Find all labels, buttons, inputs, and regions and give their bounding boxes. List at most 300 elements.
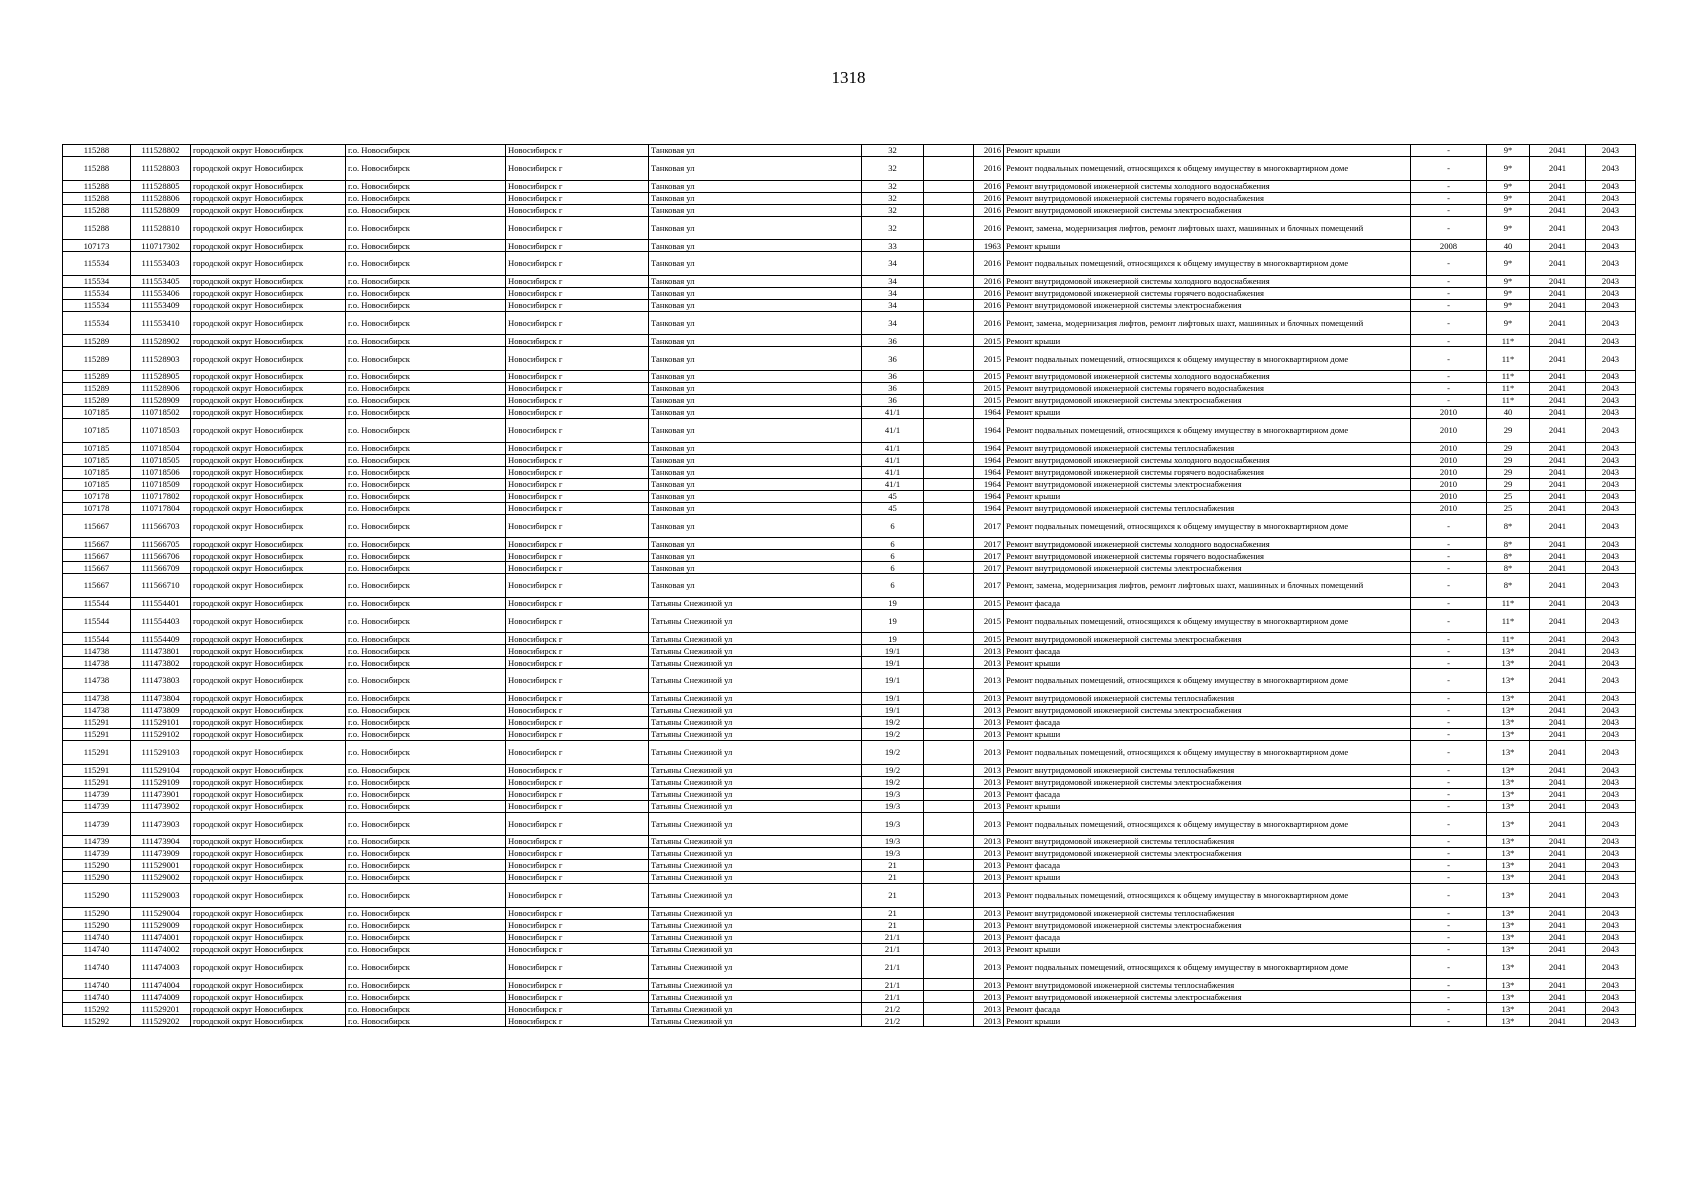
house-id-cell: 115290 [63, 872, 131, 884]
plan-end-cell: 2043 [1586, 252, 1636, 276]
city-cell: Новосибирск г [506, 609, 649, 633]
house-number-cell: 19/1 [862, 669, 924, 693]
street-cell: Татьяны Снежиной ул [649, 788, 862, 800]
plan-start-cell: 2041 [1530, 466, 1586, 478]
settlement-cell: г.о. Новосибирск [346, 562, 506, 574]
last-repair-year-cell: - [1411, 347, 1487, 371]
service-life-cell: 8* [1487, 514, 1530, 538]
city-cell: Новосибирск г [506, 406, 649, 418]
building-cell [924, 574, 974, 598]
record-id-cell: 110718506 [131, 466, 191, 478]
record-id-cell: 111529104 [131, 764, 191, 776]
city-cell: Новосибирск г [506, 382, 649, 394]
plan-end-cell: 2043 [1586, 848, 1636, 860]
municipality-cell: городской округ Новосибирск [191, 418, 346, 442]
plan-end-cell: 2043 [1586, 1015, 1636, 1027]
building-cell [924, 347, 974, 371]
service-life-cell: 40 [1487, 406, 1530, 418]
house-number-cell: 34 [862, 299, 924, 311]
settlement-cell: г.о. Новосибирск [346, 252, 506, 276]
house-number-cell: 19/1 [862, 645, 924, 657]
house-number-cell: 19/3 [862, 836, 924, 848]
house-id-cell: 114738 [63, 645, 131, 657]
plan-end-cell: 2043 [1586, 370, 1636, 382]
settlement-cell: г.о. Новосибирск [346, 633, 506, 645]
municipality-cell: городской округ Новосибирск [191, 192, 346, 204]
house-id-cell: 115291 [63, 740, 131, 764]
service-life-cell: 29 [1487, 478, 1530, 490]
plan-start-cell: 2041 [1530, 382, 1586, 394]
plan-end-cell: 2043 [1586, 550, 1636, 562]
service-life-cell: 13* [1487, 979, 1530, 991]
house-number-cell: 36 [862, 370, 924, 382]
record-id-cell: 111553410 [131, 311, 191, 335]
year-built-cell: 2016 [974, 275, 1004, 287]
plan-end-cell: 2043 [1586, 418, 1636, 442]
municipality-cell: городской округ Новосибирск [191, 919, 346, 931]
street-cell: Татьяны Снежиной ул [649, 848, 862, 860]
municipality-cell: городской округ Новосибирск [191, 645, 346, 657]
city-cell: Новосибирск г [506, 418, 649, 442]
table-row [63, 776, 1636, 788]
city-cell: Новосибирск г [506, 311, 649, 335]
work-type-cell: Ремонт подвальных помещений, относящихся к общему имуществу в многоквартирном доме [1004, 418, 1411, 442]
municipality-cell: городской округ Новосибирск [191, 299, 346, 311]
city-cell: Новосибирск г [506, 633, 649, 645]
house-id-cell: 114738 [63, 704, 131, 716]
work-type-cell: Ремонт фасада [1004, 788, 1411, 800]
plan-start-cell: 2041 [1530, 311, 1586, 335]
plan-end-cell: 2043 [1586, 204, 1636, 216]
last-repair-year-cell: - [1411, 716, 1487, 728]
service-life-cell: 13* [1487, 1015, 1530, 1027]
municipality-cell: городской округ Новосибирск [191, 609, 346, 633]
settlement-cell: г.о. Новосибирск [346, 216, 506, 240]
year-built-cell: 2015 [974, 609, 1004, 633]
work-type-cell: Ремонт внутридомовой инженерной системы теплоснабжения [1004, 836, 1411, 848]
last-repair-year-cell: 2008 [1411, 240, 1487, 252]
street-cell: Танковая ул [649, 335, 862, 347]
year-built-cell: 2013 [974, 991, 1004, 1003]
settlement-cell: г.о. Новосибирск [346, 800, 506, 812]
year-built-cell: 1964 [974, 442, 1004, 454]
plan-start-cell: 2041 [1530, 454, 1586, 466]
plan-start-cell: 2041 [1530, 204, 1586, 216]
house-number-cell: 41/1 [862, 478, 924, 490]
street-cell: Танковая ул [649, 287, 862, 299]
record-id-cell: 111528909 [131, 394, 191, 406]
street-cell: Танковая ул [649, 574, 862, 598]
street-cell: Танковая ул [649, 216, 862, 240]
plan-start-cell: 2041 [1530, 657, 1586, 669]
house-id-cell: 115289 [63, 394, 131, 406]
settlement-cell: г.о. Новосибирск [346, 406, 506, 418]
house-number-cell: 19/2 [862, 776, 924, 788]
city-cell: Новосибирск г [506, 502, 649, 514]
municipality-cell: городской округ Новосибирск [191, 454, 346, 466]
plan-end-cell: 2043 [1586, 502, 1636, 514]
building-cell [924, 514, 974, 538]
last-repair-year-cell: 2010 [1411, 442, 1487, 454]
table-row [63, 442, 1636, 454]
work-type-cell: Ремонт крыши [1004, 943, 1411, 955]
table-row [63, 633, 1636, 645]
building-cell [924, 1003, 974, 1015]
house-number-cell: 19 [862, 633, 924, 645]
settlement-cell: г.о. Новосибирск [346, 812, 506, 836]
building-cell [924, 382, 974, 394]
house-id-cell: 115289 [63, 347, 131, 371]
service-life-cell: 29 [1487, 454, 1530, 466]
municipality-cell: городской округ Новосибирск [191, 633, 346, 645]
house-number-cell: 19 [862, 609, 924, 633]
year-built-cell: 2013 [974, 704, 1004, 716]
house-id-cell: 107185 [63, 454, 131, 466]
last-repair-year-cell: - [1411, 931, 1487, 943]
table-row [63, 836, 1636, 848]
municipality-cell: городской округ Новосибирск [191, 180, 346, 192]
year-built-cell: 2013 [974, 764, 1004, 776]
record-id-cell: 111474001 [131, 931, 191, 943]
settlement-cell: г.о. Новосибирск [346, 669, 506, 693]
municipality-cell: городской округ Новосибирск [191, 597, 346, 609]
last-repair-year-cell: - [1411, 657, 1487, 669]
record-id-cell: 111528805 [131, 180, 191, 192]
city-cell: Новосибирск г [506, 192, 649, 204]
year-built-cell: 1964 [974, 502, 1004, 514]
last-repair-year-cell: - [1411, 157, 1487, 181]
plan-end-cell: 2043 [1586, 347, 1636, 371]
service-life-cell: 13* [1487, 919, 1530, 931]
municipality-cell: городской округ Новосибирск [191, 848, 346, 860]
plan-end-cell: 2043 [1586, 907, 1636, 919]
table-row [63, 180, 1636, 192]
service-life-cell: 13* [1487, 704, 1530, 716]
year-built-cell: 2013 [974, 931, 1004, 943]
municipality-cell: городской округ Новосибирск [191, 145, 346, 157]
building-cell [924, 370, 974, 382]
house-id-cell: 114739 [63, 848, 131, 860]
last-repair-year-cell: 2010 [1411, 418, 1487, 442]
street-cell: Танковая ул [649, 502, 862, 514]
street-cell: Танковая ул [649, 490, 862, 502]
last-repair-year-cell: - [1411, 740, 1487, 764]
street-cell: Танковая ул [649, 204, 862, 216]
city-cell: Новосибирск г [506, 442, 649, 454]
house-number-cell: 21/2 [862, 1015, 924, 1027]
record-id-cell: 111566706 [131, 550, 191, 562]
building-cell [924, 657, 974, 669]
settlement-cell: г.о. Новосибирск [346, 645, 506, 657]
record-id-cell: 110718505 [131, 454, 191, 466]
house-number-cell: 6 [862, 538, 924, 550]
plan-end-cell: 2043 [1586, 979, 1636, 991]
service-life-cell: 11* [1487, 335, 1530, 347]
last-repair-year-cell: - [1411, 335, 1487, 347]
record-id-cell: 111529102 [131, 728, 191, 740]
table-row [63, 1003, 1636, 1015]
municipality-cell: городской округ Новосибирск [191, 740, 346, 764]
record-id-cell: 111554401 [131, 597, 191, 609]
street-cell: Танковая ул [649, 454, 862, 466]
service-life-cell: 11* [1487, 347, 1530, 371]
plan-start-cell: 2041 [1530, 764, 1586, 776]
plan-start-cell: 2041 [1530, 442, 1586, 454]
house-id-cell: 115289 [63, 382, 131, 394]
record-id-cell: 111528809 [131, 204, 191, 216]
record-id-cell: 111474009 [131, 991, 191, 1003]
record-id-cell: 111473809 [131, 704, 191, 716]
year-built-cell: 2013 [974, 979, 1004, 991]
building-cell [924, 406, 974, 418]
building-cell [924, 728, 974, 740]
plan-start-cell: 2041 [1530, 716, 1586, 728]
table-row [63, 550, 1636, 562]
plan-start-cell: 2041 [1530, 406, 1586, 418]
settlement-cell: г.о. Новосибирск [346, 836, 506, 848]
city-cell: Новосибирск г [506, 955, 649, 979]
municipality-cell: городской округ Новосибирск [191, 692, 346, 704]
house-id-cell: 115291 [63, 728, 131, 740]
table-row [63, 704, 1636, 716]
work-type-cell: Ремонт внутридомовой инженерной системы теплоснабжения [1004, 692, 1411, 704]
service-life-cell: 13* [1487, 907, 1530, 919]
street-cell: Татьяны Снежиной ул [649, 872, 862, 884]
record-id-cell: 110718504 [131, 442, 191, 454]
municipality-cell: городской округ Новосибирск [191, 502, 346, 514]
house-id-cell: 115291 [63, 764, 131, 776]
street-cell: Татьяны Снежиной ул [649, 991, 862, 1003]
house-id-cell: 115289 [63, 335, 131, 347]
year-built-cell: 2016 [974, 204, 1004, 216]
table-row [63, 394, 1636, 406]
last-repair-year-cell: - [1411, 394, 1487, 406]
plan-start-cell: 2041 [1530, 872, 1586, 884]
table-row [63, 609, 1636, 633]
city-cell: Новосибирск г [506, 645, 649, 657]
settlement-cell: г.о. Новосибирск [346, 192, 506, 204]
house-number-cell: 34 [862, 275, 924, 287]
municipality-cell: городской округ Новосибирск [191, 955, 346, 979]
record-id-cell: 110718509 [131, 478, 191, 490]
year-built-cell: 2016 [974, 192, 1004, 204]
work-type-cell: Ремонт внутридомовой инженерной системы горячего водоснабжения [1004, 287, 1411, 299]
service-life-cell: 13* [1487, 728, 1530, 740]
year-built-cell: 2016 [974, 180, 1004, 192]
record-id-cell: 111473803 [131, 669, 191, 693]
municipality-cell: городской округ Новосибирск [191, 466, 346, 478]
year-built-cell: 2016 [974, 287, 1004, 299]
plan-start-cell: 2041 [1530, 979, 1586, 991]
work-type-cell: Ремонт внутридомовой инженерной системы горячего водоснабжения [1004, 550, 1411, 562]
settlement-cell: г.о. Новосибирск [346, 347, 506, 371]
plan-end-cell: 2043 [1586, 490, 1636, 502]
plan-start-cell: 2041 [1530, 848, 1586, 860]
work-type-cell: Ремонт внутридомовой инженерной системы электроснабжения [1004, 299, 1411, 311]
city-cell: Новосибирск г [506, 466, 649, 478]
street-cell: Татьяны Снежиной ул [649, 669, 862, 693]
year-built-cell: 2017 [974, 562, 1004, 574]
year-built-cell: 2013 [974, 955, 1004, 979]
plan-end-cell: 2043 [1586, 157, 1636, 181]
plan-start-cell: 2041 [1530, 740, 1586, 764]
street-cell: Татьяны Снежиной ул [649, 943, 862, 955]
last-repair-year-cell: - [1411, 562, 1487, 574]
street-cell: Танковая ул [649, 275, 862, 287]
municipality-cell: городской округ Новосибирск [191, 406, 346, 418]
table-row [63, 907, 1636, 919]
house-id-cell: 107185 [63, 478, 131, 490]
settlement-cell: г.о. Новосибирск [346, 382, 506, 394]
municipality-cell: городской округ Новосибирск [191, 776, 346, 788]
work-type-cell: Ремонт внутридомовой инженерной системы горячего водоснабжения [1004, 192, 1411, 204]
house-number-cell: 41/1 [862, 418, 924, 442]
building-cell [924, 669, 974, 693]
street-cell: Танковая ул [649, 145, 862, 157]
city-cell: Новосибирск г [506, 335, 649, 347]
house-number-cell: 19/1 [862, 704, 924, 716]
work-type-cell: Ремонт крыши [1004, 800, 1411, 812]
building-cell [924, 704, 974, 716]
street-cell: Татьяны Снежиной ул [649, 860, 862, 872]
service-life-cell: 13* [1487, 991, 1530, 1003]
service-life-cell: 11* [1487, 370, 1530, 382]
house-id-cell: 115288 [63, 192, 131, 204]
service-life-cell: 11* [1487, 382, 1530, 394]
plan-start-cell: 2041 [1530, 728, 1586, 740]
record-id-cell: 111529101 [131, 716, 191, 728]
record-id-cell: 110717802 [131, 490, 191, 502]
plan-end-cell: 2043 [1586, 943, 1636, 955]
table-row [63, 287, 1636, 299]
year-built-cell: 2016 [974, 252, 1004, 276]
plan-start-cell: 2041 [1530, 252, 1586, 276]
year-built-cell: 2013 [974, 800, 1004, 812]
service-life-cell: 8* [1487, 550, 1530, 562]
last-repair-year-cell: - [1411, 812, 1487, 836]
table-row [63, 645, 1636, 657]
plan-start-cell: 2041 [1530, 597, 1586, 609]
record-id-cell: 111528905 [131, 370, 191, 382]
year-built-cell: 2016 [974, 311, 1004, 335]
table-row [63, 919, 1636, 931]
work-type-cell: Ремонт внутридомовой инженерной системы электроснабжения [1004, 204, 1411, 216]
table-row [63, 299, 1636, 311]
house-id-cell: 115534 [63, 311, 131, 335]
plan-start-cell: 2041 [1530, 955, 1586, 979]
last-repair-year-cell: - [1411, 299, 1487, 311]
building-cell [924, 204, 974, 216]
building-cell [924, 716, 974, 728]
house-number-cell: 32 [862, 192, 924, 204]
plan-start-cell: 2041 [1530, 240, 1586, 252]
table-row [63, 657, 1636, 669]
city-cell: Новосибирск г [506, 1003, 649, 1015]
house-id-cell: 115290 [63, 884, 131, 908]
service-life-cell: 9* [1487, 157, 1530, 181]
plan-end-cell: 2043 [1586, 633, 1636, 645]
last-repair-year-cell: - [1411, 991, 1487, 1003]
year-built-cell: 2013 [974, 692, 1004, 704]
house-number-cell: 32 [862, 145, 924, 157]
city-cell: Новосибирск г [506, 860, 649, 872]
municipality-cell: городской округ Новосибирск [191, 860, 346, 872]
plan-end-cell: 2043 [1586, 669, 1636, 693]
city-cell: Новосибирск г [506, 919, 649, 931]
table-row [63, 562, 1636, 574]
table-row [63, 597, 1636, 609]
city-cell: Новосибирск г [506, 216, 649, 240]
municipality-cell: городской округ Новосибирск [191, 442, 346, 454]
street-cell: Татьяны Снежиной ул [649, 740, 862, 764]
last-repair-year-cell: 2010 [1411, 478, 1487, 490]
plan-start-cell: 2041 [1530, 704, 1586, 716]
municipality-cell: городской округ Новосибирск [191, 275, 346, 287]
table-row [63, 418, 1636, 442]
city-cell: Новосибирск г [506, 657, 649, 669]
municipality-cell: городской округ Новосибирск [191, 907, 346, 919]
last-repair-year-cell: - [1411, 252, 1487, 276]
house-id-cell: 115534 [63, 275, 131, 287]
building-cell [924, 442, 974, 454]
house-number-cell: 36 [862, 394, 924, 406]
last-repair-year-cell: - [1411, 776, 1487, 788]
municipality-cell: городской округ Новосибирск [191, 943, 346, 955]
house-id-cell: 114740 [63, 931, 131, 943]
building-cell [924, 240, 974, 252]
building-cell [924, 692, 974, 704]
work-type-cell: Ремонт внутридомовой инженерной системы холодного водоснабжения [1004, 180, 1411, 192]
work-type-cell: Ремонт внутридомовой инженерной системы электроснабжения [1004, 919, 1411, 931]
plan-start-cell: 2041 [1530, 943, 1586, 955]
house-id-cell: 114738 [63, 657, 131, 669]
house-id-cell: 115289 [63, 370, 131, 382]
plan-end-cell: 2043 [1586, 609, 1636, 633]
house-id-cell: 115292 [63, 1003, 131, 1015]
service-life-cell: 13* [1487, 669, 1530, 693]
table-row [63, 335, 1636, 347]
municipality-cell: городской округ Новосибирск [191, 1003, 346, 1015]
service-life-cell: 40 [1487, 240, 1530, 252]
settlement-cell: г.о. Новосибирск [346, 1003, 506, 1015]
building-cell [924, 252, 974, 276]
table-row [63, 848, 1636, 860]
work-type-cell: Ремонт подвальных помещений, относящихся к общему имуществу в многоквартирном доме [1004, 347, 1411, 371]
street-cell: Татьяны Снежиной ул [649, 776, 862, 788]
service-life-cell: 13* [1487, 740, 1530, 764]
table-row [63, 884, 1636, 908]
street-cell: Татьяны Снежиной ул [649, 955, 862, 979]
settlement-cell: г.о. Новосибирск [346, 1015, 506, 1027]
last-repair-year-cell: - [1411, 538, 1487, 550]
plan-start-cell: 2041 [1530, 645, 1586, 657]
house-id-cell: 114740 [63, 979, 131, 991]
house-number-cell: 19/3 [862, 812, 924, 836]
last-repair-year-cell: - [1411, 692, 1487, 704]
city-cell: Новосибирск г [506, 454, 649, 466]
city-cell: Новосибирск г [506, 180, 649, 192]
city-cell: Новосибирск г [506, 812, 649, 836]
city-cell: Новосибирск г [506, 979, 649, 991]
last-repair-year-cell: - [1411, 550, 1487, 562]
house-number-cell: 36 [862, 382, 924, 394]
plan-start-cell: 2041 [1530, 299, 1586, 311]
house-id-cell: 115667 [63, 574, 131, 598]
plan-start-cell: 2041 [1530, 287, 1586, 299]
work-type-cell: Ремонт внутридомовой инженерной системы электроснабжения [1004, 394, 1411, 406]
plan-start-cell: 2041 [1530, 609, 1586, 633]
record-id-cell: 111553405 [131, 275, 191, 287]
